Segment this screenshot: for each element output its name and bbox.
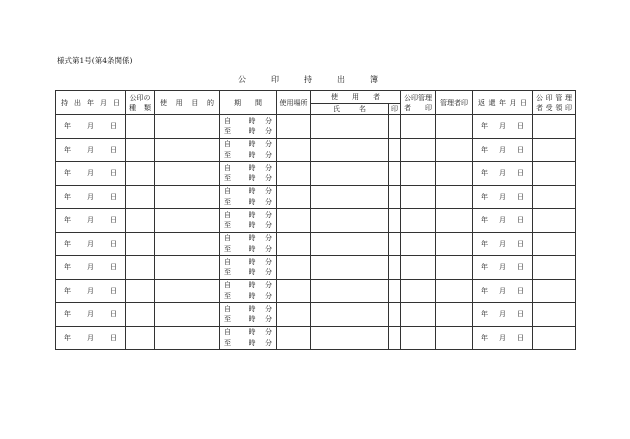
user-name-cell[interactable]	[311, 162, 389, 186]
table-row	[56, 303, 576, 327]
user-seal-cell[interactable]	[389, 138, 401, 162]
purpose-cell[interactable]	[155, 303, 220, 327]
return-date-cell[interactable]: 年 月 日	[473, 115, 533, 139]
period-cell[interactable]: 自 時 分 至 時 分	[220, 185, 277, 209]
purpose-cell[interactable]	[155, 279, 220, 303]
seal-type-cell[interactable]	[126, 232, 155, 256]
purpose-cell[interactable]	[155, 232, 220, 256]
user-seal-cell[interactable]	[389, 256, 401, 280]
document-title: 公 印 持 出 簿	[238, 75, 378, 84]
usage-place-cell[interactable]	[277, 232, 311, 256]
table-row	[56, 279, 576, 303]
checkout-date-cell[interactable]: 年 月 日	[56, 326, 126, 350]
period-cell[interactable]: 自 時 分 至 時 分	[220, 326, 277, 350]
usage-place-cell[interactable]	[277, 138, 311, 162]
return-date-cell[interactable]: 年 月 日	[473, 256, 533, 280]
table-row	[56, 256, 576, 280]
receipt-seal-cell[interactable]	[533, 326, 576, 350]
purpose-cell[interactable]	[155, 209, 220, 233]
table-row	[56, 326, 576, 350]
header-usage-place: 使用場所	[277, 91, 311, 115]
period-cell[interactable]: 自 時 分 至 時 分	[220, 303, 277, 327]
header-seal-manager: 公印管理 者 印	[401, 91, 436, 115]
table-row	[56, 232, 576, 256]
admin-seal-cell[interactable]	[436, 279, 473, 303]
user-seal-cell[interactable]	[389, 326, 401, 350]
header-user: 使 用 者	[311, 91, 401, 104]
checkout-date-cell[interactable]: 年 月 日	[56, 162, 126, 186]
return-date-cell[interactable]: 年 月 日	[473, 209, 533, 233]
admin-seal-cell[interactable]	[436, 256, 473, 280]
receipt-seal-cell[interactable]	[533, 185, 576, 209]
seal-type-cell[interactable]	[126, 185, 155, 209]
user-name-cell[interactable]	[311, 185, 389, 209]
return-date-cell[interactable]: 年 月 日	[473, 138, 533, 162]
header-user-seal: 印	[389, 104, 401, 115]
table-row	[56, 138, 576, 162]
seal-manager-cell[interactable]	[401, 162, 436, 186]
checkout-date-cell[interactable]: 年 月 日	[56, 256, 126, 280]
seal-type-cell[interactable]	[126, 209, 155, 233]
header-user-name: 氏 名	[311, 104, 389, 115]
user-seal-cell[interactable]	[389, 303, 401, 327]
checkout-date-cell[interactable]: 年 月 日	[56, 209, 126, 233]
period-cell[interactable]: 自 時 分 至 時 分	[220, 138, 277, 162]
usage-place-cell[interactable]	[277, 115, 311, 139]
purpose-cell[interactable]	[155, 185, 220, 209]
admin-seal-cell[interactable]	[436, 209, 473, 233]
user-seal-cell[interactable]	[389, 185, 401, 209]
user-name-cell[interactable]	[311, 138, 389, 162]
checkout-date-cell[interactable]: 年 月 日	[56, 115, 126, 139]
return-date-cell[interactable]: 年 月 日	[473, 303, 533, 327]
seal-manager-cell[interactable]	[401, 279, 436, 303]
seal-type-cell[interactable]	[126, 279, 155, 303]
seal-manager-cell[interactable]	[401, 185, 436, 209]
purpose-cell[interactable]	[155, 256, 220, 280]
period-cell[interactable]: 自 時 分 至 時 分	[220, 232, 277, 256]
usage-place-cell[interactable]	[277, 209, 311, 233]
return-date-cell[interactable]: 年 月 日	[473, 162, 533, 186]
header-purpose: 使 用 目 的	[155, 91, 220, 115]
header-checkout-date: 持 出 年 月 日	[56, 91, 126, 115]
return-date-cell[interactable]: 年 月 日	[473, 185, 533, 209]
checkout-date-cell[interactable]: 年 月 日	[56, 185, 126, 209]
usage-place-cell[interactable]	[277, 162, 311, 186]
receipt-seal-cell[interactable]	[533, 209, 576, 233]
header-admin-seal: 管理者印	[436, 91, 473, 115]
receipt-seal-cell[interactable]	[533, 279, 576, 303]
seal-manager-cell[interactable]	[401, 232, 436, 256]
admin-seal-cell[interactable]	[436, 326, 473, 350]
checkout-date-cell[interactable]: 年 月 日	[56, 138, 126, 162]
period-cell[interactable]: 自 時 分 至 時 分	[220, 115, 277, 139]
seal-type-cell[interactable]	[126, 303, 155, 327]
checkout-date-cell[interactable]: 年 月 日	[56, 232, 126, 256]
seal-manager-cell[interactable]	[401, 209, 436, 233]
admin-seal-cell[interactable]	[436, 115, 473, 139]
user-name-cell[interactable]	[311, 256, 389, 280]
receipt-seal-cell[interactable]	[533, 115, 576, 139]
receipt-seal-cell[interactable]	[533, 256, 576, 280]
checkout-date-cell[interactable]: 年 月 日	[56, 279, 126, 303]
usage-place-cell[interactable]	[277, 279, 311, 303]
admin-seal-cell[interactable]	[436, 138, 473, 162]
table-row	[56, 115, 576, 139]
period-cell[interactable]: 自 時 分 至 時 分	[220, 279, 277, 303]
seal-type-cell[interactable]	[126, 326, 155, 350]
table-row	[56, 209, 576, 233]
user-name-cell[interactable]	[311, 232, 389, 256]
return-date-cell[interactable]: 年 月 日	[473, 326, 533, 350]
user-seal-cell[interactable]	[389, 279, 401, 303]
seal-type-cell[interactable]	[126, 138, 155, 162]
period-cell[interactable]: 自 時 分 至 時 分	[220, 162, 277, 186]
period-cell[interactable]: 自 時 分 至 時 分	[220, 209, 277, 233]
period-cell[interactable]: 自 時 分 至 時 分	[220, 256, 277, 280]
user-name-cell[interactable]	[311, 279, 389, 303]
admin-seal-cell[interactable]	[436, 303, 473, 327]
seal-manager-cell[interactable]	[401, 138, 436, 162]
return-date-cell[interactable]: 年 月 日	[473, 279, 533, 303]
user-seal-cell[interactable]	[389, 209, 401, 233]
receipt-seal-cell[interactable]	[533, 138, 576, 162]
usage-place-cell[interactable]	[277, 256, 311, 280]
seal-manager-cell[interactable]	[401, 303, 436, 327]
seal-type-cell[interactable]	[126, 162, 155, 186]
seal-type-cell[interactable]	[126, 256, 155, 280]
ledger-body	[56, 115, 576, 350]
seal-manager-cell[interactable]	[401, 115, 436, 139]
receipt-seal-cell[interactable]	[533, 303, 576, 327]
seal-checkout-ledger	[55, 90, 576, 350]
admin-seal-cell[interactable]	[436, 232, 473, 256]
usage-place-cell[interactable]	[277, 326, 311, 350]
admin-seal-cell[interactable]	[436, 185, 473, 209]
user-seal-cell[interactable]	[389, 162, 401, 186]
seal-manager-cell[interactable]	[401, 326, 436, 350]
usage-place-cell[interactable]	[277, 303, 311, 327]
seal-type-cell[interactable]	[126, 115, 155, 139]
header-return-date: 返 還 年 月 日	[473, 91, 533, 115]
form-number-label: 様式第1号(第4条関係)	[57, 56, 133, 65]
user-name-cell[interactable]	[311, 326, 389, 350]
header-period: 期 間	[220, 91, 277, 115]
table-row	[56, 162, 576, 186]
usage-place-cell[interactable]	[277, 185, 311, 209]
purpose-cell[interactable]	[155, 326, 220, 350]
seal-manager-cell[interactable]	[401, 256, 436, 280]
purpose-cell[interactable]	[155, 162, 220, 186]
user-name-cell[interactable]	[311, 209, 389, 233]
return-date-cell[interactable]: 年 月 日	[473, 232, 533, 256]
admin-seal-cell[interactable]	[436, 162, 473, 186]
header-receipt-seal: 公 印 管 理 者 受 領 印	[533, 91, 576, 115]
receipt-seal-cell[interactable]	[533, 162, 576, 186]
user-name-cell[interactable]	[311, 303, 389, 327]
user-seal-cell[interactable]	[389, 232, 401, 256]
purpose-cell[interactable]	[155, 115, 220, 139]
purpose-cell[interactable]	[155, 138, 220, 162]
table-row	[56, 185, 576, 209]
user-name-cell[interactable]	[311, 115, 389, 139]
receipt-seal-cell[interactable]	[533, 232, 576, 256]
header-seal-type: 公印の 種 類	[126, 91, 155, 115]
checkout-date-cell[interactable]: 年 月 日	[56, 303, 126, 327]
user-seal-cell[interactable]	[389, 115, 401, 139]
